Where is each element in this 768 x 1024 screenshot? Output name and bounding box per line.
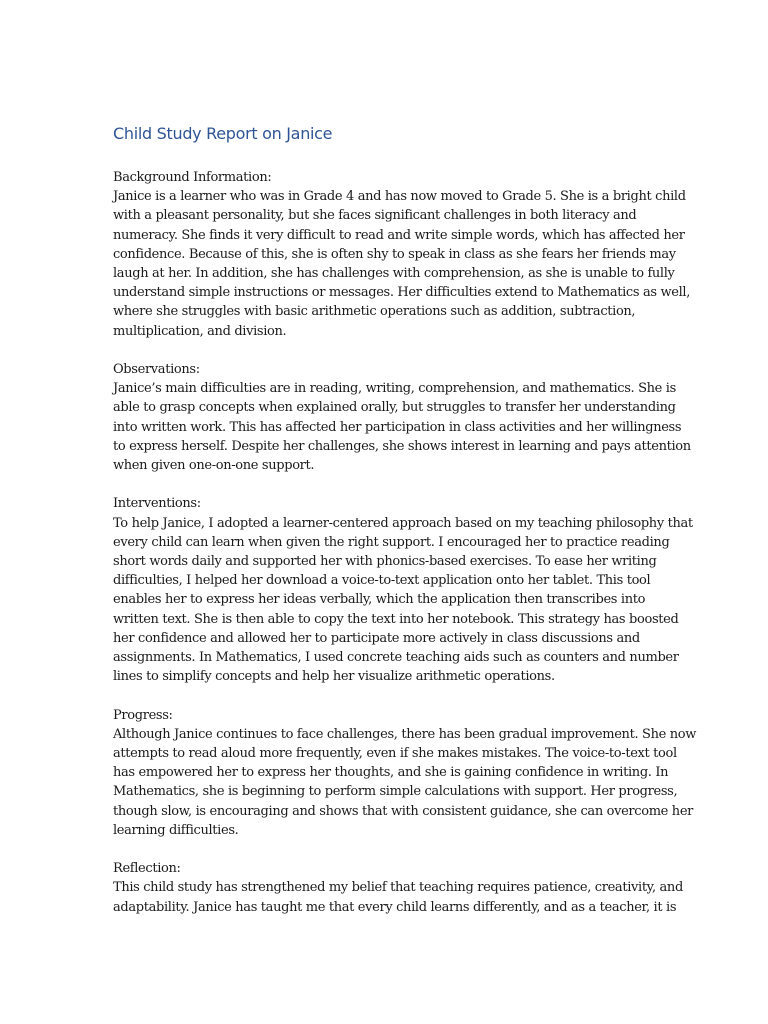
paragraph-line: with a pleasant personality, but she faces significant challenges in both literacy and: [113, 208, 637, 224]
paragraph-line: confidence. Because of this, she is often shy to speak in class as she fears her friends may: [113, 246, 676, 262]
paragraph-line: has empowered her to express her thoughts, and she is gaining confidence in writing. In: [113, 765, 669, 781]
section-progress: [113, 706, 696, 840]
document-body: [113, 168, 696, 936]
paragraph-line: where she struggles with basic arithmetic operations such as addition, subtraction,: [113, 304, 636, 320]
paragraph-line: lines to simplify concepts and help her visualize arithmetic operations.: [113, 669, 555, 685]
paragraph-line: multiplication, and division.: [113, 323, 287, 339]
section-paragraph: [113, 379, 691, 475]
section-observations: [113, 360, 691, 475]
paragraph-line: learning difficulties.: [113, 822, 239, 838]
paragraph-line: laugh at her. In addition, she has challenges with comprehension, as she is unable to fully: [113, 266, 675, 282]
paragraph-line: Janice’s main difficulties are in reading, writing, comprehension, and mathematics. She is: [113, 381, 676, 397]
section-paragraph: [113, 514, 693, 687]
paragraph-line: numeracy. She finds it very difficult to read and write simple words, which has affected her: [113, 227, 685, 243]
paragraph-line: able to grasp concepts when explained orally, but struggles to transfer her understanding: [113, 400, 676, 416]
paragraph-line: enables her to express her ideas verbally, which the application then transcribes into: [113, 592, 646, 608]
section-interventions: [113, 494, 693, 686]
paragraph-line: though slow, is encouraging and shows that with consistent guidance, she can overcome her: [113, 803, 694, 819]
section-heading: Observations:: [113, 362, 200, 378]
paragraph-line: into written work. This has affected her participation in class activities and her willingness: [113, 419, 682, 435]
paragraph-line: adaptability. Janice has taught me that every child learns differently, and as a teacher, it is: [113, 899, 677, 915]
paragraph-line: Mathematics, she is beginning to perform simple calculations with support. Her progress,: [113, 784, 678, 800]
section-heading: Background Information:: [113, 170, 272, 185]
document-title: Child Study Report on Janice: [113, 124, 333, 143]
paragraph-line: difficulties, I helped her download a voice-to-text application onto her tablet. This tool: [113, 573, 651, 589]
paragraph-line: Janice is a learner who was in Grade 4 and has now moved to Grade 5. She is a bright child: [113, 189, 686, 205]
paragraph-line: to express herself. Despite her challenges, she shows interest in learning and pays attention: [113, 438, 691, 454]
section-paragraph: [113, 878, 683, 916]
paragraph-line: This child study has strengthened my belief that teaching requires patience, creativity, and: [113, 880, 683, 896]
paragraph-line: assignments. In Mathematics, I used concrete teaching aids such as counters and number: [113, 650, 679, 666]
section-paragraph: [113, 725, 696, 840]
section-paragraph: [113, 187, 690, 341]
section-background-information: [113, 168, 690, 341]
paragraph-line: her confidence and allowed her to participate more actively in class discussions and: [113, 630, 640, 646]
paragraph-line: written text. She is then able to copy the text into her notebook. This strategy has boosted: [113, 611, 679, 627]
paragraph-line: To help Janice, I adopted a learner-centered approach based on my teaching philosophy that: [113, 515, 693, 531]
paragraph-line: when given one-on-one support.: [113, 458, 315, 474]
section-reflection: [113, 859, 683, 917]
section-heading: Progress:: [113, 707, 173, 723]
section-heading: Reflection:: [113, 861, 181, 877]
paragraph-line: short words daily and supported her with phonics-based exercises. To ease her writing: [113, 554, 657, 570]
paragraph-line: understand simple instructions or messages. Her difficulties extend to Mathematics as well,: [113, 285, 690, 301]
paragraph-line: attempts to read aloud more frequently, even if she makes mistakes. The voice-to-text tool: [113, 746, 677, 762]
paragraph-line: every child can learn when given the right support. I encouraged her to practice reading: [113, 534, 670, 550]
paragraph-line: Although Janice continues to face challenges, there has been gradual improvement. She now: [113, 726, 696, 742]
section-heading: Interventions:: [113, 496, 201, 512]
